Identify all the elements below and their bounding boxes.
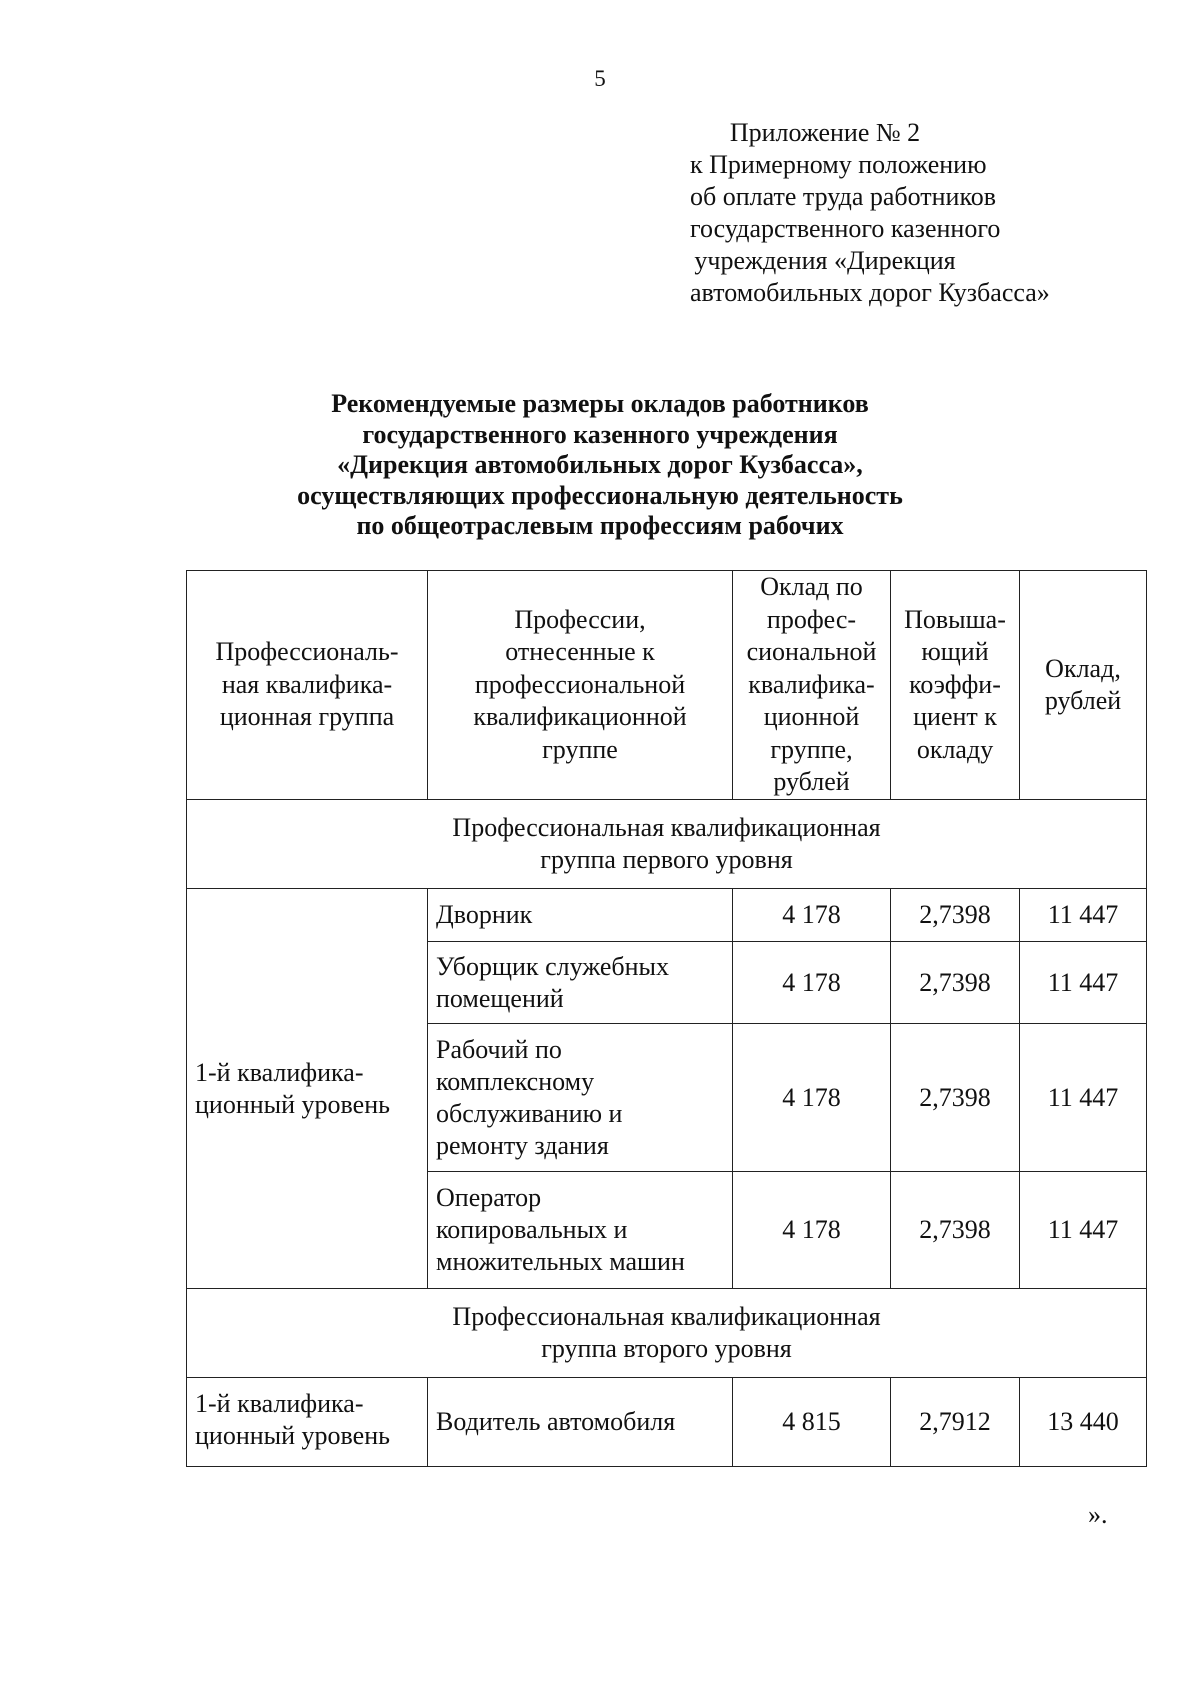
base-salary-cell: 4 178 bbox=[733, 942, 891, 1024]
profession-line: Дворник bbox=[436, 900, 533, 929]
coefficient-cell: 2,7398 bbox=[891, 1024, 1020, 1172]
appendix-line: государственного казенного bbox=[690, 214, 1001, 243]
header-line: коэффи- bbox=[909, 669, 1001, 699]
table-header-row bbox=[187, 571, 1147, 800]
profession-line: Оператор bbox=[436, 1183, 542, 1212]
profession-line: ремонту здания bbox=[436, 1130, 609, 1160]
document-title bbox=[0, 389, 1200, 542]
profession-line: помещений bbox=[436, 983, 564, 1013]
header-line: квалифика- bbox=[748, 669, 875, 699]
profession-line: комплексному bbox=[436, 1066, 595, 1096]
header-line: ющий bbox=[921, 637, 989, 667]
base-salary-cell: 4 178 bbox=[733, 1024, 891, 1172]
page-number: 5 bbox=[594, 66, 606, 91]
table-row bbox=[187, 1378, 1147, 1467]
header-line: квалификационной bbox=[473, 702, 687, 732]
level-line: 1-й квалифика- bbox=[195, 1057, 364, 1087]
profession-cell bbox=[428, 1378, 733, 1467]
salary-cell: 11 447 bbox=[1020, 1024, 1147, 1172]
closing-quote-mark: ». bbox=[1088, 1500, 1108, 1529]
qualification-level-cell bbox=[187, 1378, 428, 1467]
table-row bbox=[187, 889, 1147, 942]
base-salary-cell: 4 815 bbox=[733, 1378, 891, 1467]
coefficient-cell: 2,7912 bbox=[891, 1378, 1020, 1467]
profession-cell bbox=[428, 889, 733, 942]
qualification-level-cell bbox=[187, 889, 428, 1289]
coefficient-cell: 2,7398 bbox=[891, 1172, 1020, 1289]
header-line: отнесенные к bbox=[505, 637, 655, 667]
appendix-line: учреждения «Дирекция bbox=[694, 246, 956, 275]
salary-table bbox=[186, 570, 1147, 1467]
title-line: осуществляющих профессиональную деятельность bbox=[297, 480, 903, 510]
level-line: ционный уровень bbox=[195, 1089, 390, 1119]
header-line: группе bbox=[542, 734, 618, 764]
header-base-salary bbox=[733, 571, 891, 800]
coefficient-cell: 2,7398 bbox=[891, 942, 1020, 1024]
profession-cell bbox=[428, 1172, 733, 1289]
header-line: циент к bbox=[913, 702, 997, 732]
title-line: «Дирекция автомобильных дорог Кузбасса», bbox=[337, 450, 863, 479]
header-coefficient bbox=[891, 571, 1020, 800]
header-line: рублей bbox=[773, 767, 850, 797]
appendix-reference bbox=[690, 117, 1050, 309]
header-line: ционной bbox=[763, 702, 860, 732]
header-line: Профессии, bbox=[514, 604, 646, 634]
profession-line: Рабочий по bbox=[436, 1034, 562, 1064]
profession-line: Уборщик служебных bbox=[436, 951, 670, 981]
appendix-line: к Примерному положению bbox=[690, 150, 987, 179]
group-title-line: Профессиональная квалификационная bbox=[452, 813, 881, 842]
profession-cell bbox=[428, 942, 733, 1024]
header-salary bbox=[1020, 571, 1147, 800]
header-qualification-group bbox=[187, 571, 428, 800]
group-title-line: группа первого уровня bbox=[540, 845, 793, 874]
header-line: Оклад по bbox=[760, 572, 863, 602]
profession-cell bbox=[428, 1024, 733, 1172]
salary-cell: 11 447 bbox=[1020, 889, 1147, 942]
header-line: рублей bbox=[1044, 686, 1122, 715]
group-title-cell bbox=[187, 1289, 1147, 1378]
profession-line: Водитель автомобиля bbox=[436, 1407, 676, 1436]
title-line: по общеотраслевым профессиям рабочих bbox=[356, 511, 844, 540]
header-line: сиональной bbox=[746, 637, 877, 667]
base-salary-cell: 4 178 bbox=[733, 889, 891, 942]
header-line: профессиональной bbox=[474, 669, 686, 699]
title-line: Рекомендуемые размеры окладов работников bbox=[331, 389, 869, 418]
group-title-cell bbox=[187, 800, 1147, 889]
header-line: профес- bbox=[766, 604, 857, 634]
header-line: окладу bbox=[916, 734, 994, 764]
base-salary-cell: 4 178 bbox=[733, 1172, 891, 1289]
header-line: Профессиональ- bbox=[215, 637, 399, 667]
header-line: группе, bbox=[770, 734, 853, 764]
group-title-line: группа второго уровня bbox=[541, 1334, 792, 1363]
header-line: ная квалифика- bbox=[221, 669, 393, 699]
salary-cell: 11 447 bbox=[1020, 942, 1147, 1024]
appendix-line: автомобильных дорог Кузбасса» bbox=[690, 278, 1050, 307]
profession-line: множительных машин bbox=[436, 1247, 685, 1276]
group-title-row bbox=[187, 1289, 1147, 1378]
group-title-line: Профессиональная квалификационная bbox=[452, 1302, 881, 1331]
level-line: 1-й квалифика- bbox=[195, 1389, 364, 1418]
salary-cell: 11 447 bbox=[1020, 1172, 1147, 1289]
profession-line: копировальных и bbox=[436, 1215, 628, 1244]
level-line: ционный уровень bbox=[195, 1421, 390, 1450]
title-line: государственного казенного учреждения bbox=[362, 419, 838, 449]
header-line: ционная группа bbox=[219, 702, 395, 732]
profession-line: обслуживанию и bbox=[436, 1098, 623, 1128]
header-line: Оклад, bbox=[1045, 653, 1121, 683]
coefficient-cell: 2,7398 bbox=[891, 889, 1020, 942]
appendix-line: Приложение № 2 bbox=[729, 118, 921, 147]
appendix-line: об оплате труда работников bbox=[690, 182, 997, 211]
salary-cell: 13 440 bbox=[1020, 1378, 1147, 1467]
header-line: Повыша- bbox=[904, 604, 1006, 634]
group-title-row bbox=[187, 800, 1147, 889]
header-professions bbox=[428, 571, 733, 800]
